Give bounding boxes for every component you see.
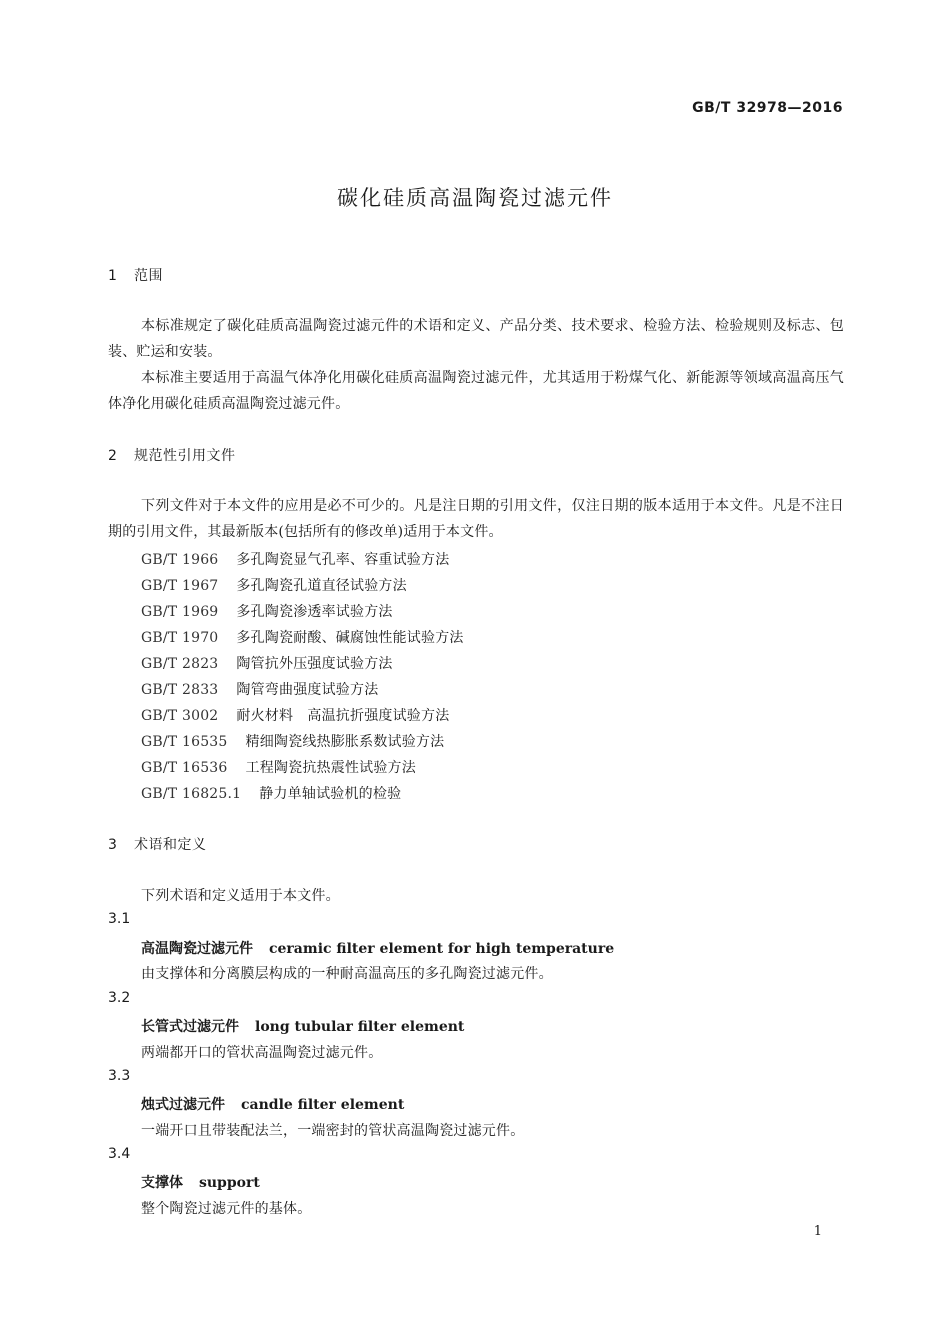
reference-item	[141, 705, 449, 725]
reference-item	[141, 627, 464, 647]
reference-code: GB/T 2833	[141, 682, 219, 698]
term-entry	[141, 938, 614, 958]
section-title: 规范性引用文件	[134, 448, 236, 464]
term-zh: 支撑体	[141, 1175, 183, 1191]
reference-title: 陶管抗外压强度试验方法	[236, 656, 393, 672]
section-3-intro: 下列术语和定义适用于本文件。	[141, 888, 340, 904]
section-title: 范围	[134, 268, 163, 284]
term-en: ceramic filter element for high temperature	[269, 941, 615, 957]
reference-title: 工程陶瓷抗热震性试验方法	[245, 760, 416, 776]
reference-code: GB/T 1967	[141, 578, 219, 594]
standard-number: GB/T 32978—2016	[692, 100, 843, 116]
term-number: 3.1	[108, 911, 131, 927]
reference-title: 多孔陶瓷显气孔率、容重试验方法	[236, 552, 450, 568]
reference-code: GB/T 3002	[141, 708, 219, 724]
reference-code: GB/T 1966	[141, 552, 219, 568]
reference-title: 精细陶瓷线热膨胀系数试验方法	[245, 734, 445, 750]
term-definition: 两端都开口的管状高温陶瓷过滤元件。	[141, 1045, 383, 1061]
section-number: 1	[108, 268, 118, 284]
reference-item	[141, 575, 407, 595]
term-en: support	[199, 1175, 260, 1191]
page-number: 1	[813, 1224, 822, 1239]
term-entry	[141, 1016, 464, 1036]
term-number: 3.3	[108, 1068, 131, 1084]
term-number: 3.4	[108, 1146, 131, 1162]
reference-code: GB/T 2823	[141, 656, 219, 672]
term-zh: 长管式过滤元件	[141, 1019, 239, 1035]
reference-code: GB/T 16535	[141, 734, 228, 750]
reference-title: 耐火材料 高温抗折强度试验方法	[236, 708, 450, 724]
reference-title: 多孔陶瓷孔道直径试验方法	[236, 578, 407, 594]
section-number: 2	[108, 448, 118, 464]
term-zh: 高温陶瓷过滤元件	[141, 941, 253, 957]
section-number: 3	[108, 837, 118, 853]
document-title: 碳化硅质高温陶瓷过滤元件	[337, 186, 613, 210]
section-1-paragraph-2: 本标准主要适用于高温气体净化用碳化硅质高温陶瓷过滤元件，尤其适用于粉煤气化、新能源等领域高温高压气体净化用碳化硅质高温陶瓷过滤元件。	[108, 370, 844, 412]
term-definition: 由支撑体和分离膜层构成的一种耐高温高压的多孔陶瓷过滤元件。	[141, 966, 553, 982]
reference-code: GB/T 16536	[141, 760, 228, 776]
section-1-heading	[108, 265, 163, 285]
reference-item	[141, 731, 444, 751]
reference-item	[141, 757, 416, 777]
term-en: candle filter element	[241, 1097, 405, 1113]
reference-item	[141, 783, 401, 803]
term-definition: 一端开口且带装配法兰，一端密封的管状高温陶瓷过滤元件。	[141, 1123, 525, 1139]
section-1-paragraph-1: 本标准规定了碳化硅质高温陶瓷过滤元件的术语和定义、产品分类、技术要求、检验方法、检验规则及标志、包装、贮运和安装。	[108, 318, 844, 360]
term-en: long tubular filter element	[255, 1019, 465, 1035]
term-entry	[141, 1172, 260, 1192]
reference-title: 多孔陶瓷渗透率试验方法	[236, 604, 393, 620]
section-2-heading	[108, 445, 236, 465]
reference-item	[141, 549, 449, 569]
term-zh: 烛式过滤元件	[141, 1097, 225, 1113]
reference-code: GB/T 1970	[141, 630, 219, 646]
term-entry	[141, 1094, 404, 1114]
reference-code: GB/T 1969	[141, 604, 219, 620]
reference-item	[141, 653, 393, 673]
reference-item	[141, 601, 393, 621]
term-number: 3.2	[108, 990, 131, 1006]
reference-title: 陶管弯曲强度试验方法	[236, 682, 379, 698]
section-title: 术语和定义	[134, 837, 207, 853]
section-2-intro: 下列文件对于本文件的应用是必不可少的。凡是注日期的引用文件，仅注日期的版本适用于本文件。凡是不注日期的引用文件，其最新版本(包括所有的修改单)适用于本文件。	[108, 498, 844, 540]
section-3-heading	[108, 834, 207, 854]
reference-title: 多孔陶瓷耐酸、碱腐蚀性能试验方法	[236, 630, 464, 646]
reference-code: GB/T 16825.1	[141, 786, 242, 802]
term-definition: 整个陶瓷过滤元件的基体。	[141, 1201, 312, 1217]
reference-item	[141, 679, 378, 699]
reference-title: 静力单轴试验机的检验	[259, 786, 402, 802]
